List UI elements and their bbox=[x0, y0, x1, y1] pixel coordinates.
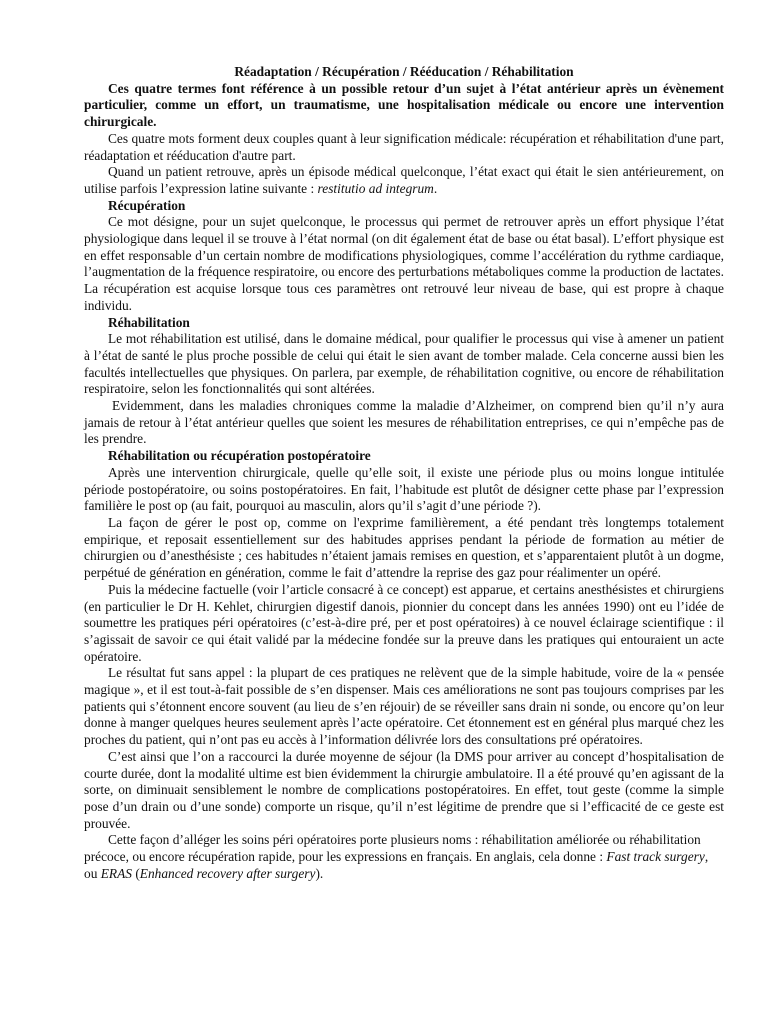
eras-full-term: Enhanced recovery after surgery bbox=[139, 865, 316, 881]
document-title: Réadaptation / Récupération / Rééducation / Réhabilitation bbox=[234, 64, 574, 79]
paragraph-result: Le résultat fut sans appel : la plupart de ces pratiques ne relèvent que de la simple habitude, voire de la « pensée magique », et il est tout-à-fait possible de s’en dispenser. Mais ces améliorations ne sont pas toujours comprises par les patients qui s’étonnent encore souvent (au lieu de s’en réjouir) de se réveiller sans drain ni sonde, ou encore qu’on leur donne à manger quelques heures seulement après l’acte opératoire. Cet étonnement est en général plus marqué chez les proches du patient, qui n’ont pas eu accès à l’information délivrée lors des consultations pré opératoires. bbox=[84, 665, 724, 748]
paragraph-recuperation: Ce mot désigne, pour un sujet quelconque, le processus qui permet de retrouver après un effort physique l’état physiologique dans lequel il se trouve à l’état normal (on dit également état de base ou état basal). L’effort physique est en effet responsable d’un certain nombre de modifications physiologiques, comme l’accélération du rythme cardiaque, l’augmentation de la fréquence respiratoire, ou encore des perturbations métaboliques comme la production de lactates. La récupération est acquise lorsque tous ces paramètres ont retrouvé leur niveau de base, qui est propre à chaque individu. bbox=[84, 214, 724, 313]
paragraph-evidence-based: Puis la médecine factuelle (voir l’article consacré à ce concept) est apparue, et certains anesthésistes et chirurgiens (en particulier le Dr H. Kehlet, chirurgien digestif danois, pionnier du concept dans les années 1990) ont eu l’idée de soumettre les pratiques péri opératoires (c’est-à-dire pré, per et post opératoires) à ce nouvel éclairage scientifique : il s’agissait de savoir ce qui était validé par la médecine fondée sur la preuve dans les pratiques qui entouraient un acte opératoire. bbox=[84, 581, 724, 664]
paragraph-eras-text: Cette façon d’alléger les soins péri opératoires porte plusieurs noms : réhabilitation améliorée ou réhabilitation précoce, ou encore récupération rapide, pour les expressions en français. En anglais, cela donne : bbox=[84, 832, 701, 865]
paragraph-postop-period: Après une intervention chirurgicale, quelle qu’elle soit, il existe une période plus ou moins longue intitulée période postopératoire, ou soins postopératoires. En fait, l’habitude est plutôt de désigner cette phase par l’expression familière le post op (au fait, pourquoi au masculin, alors qu’il s’agit d’une période ?). bbox=[84, 464, 724, 514]
paragraph-alzheimer: Evidemment, dans les maladies chroniques comme la maladie d’Alzheimer, on comprend bien qu’il n’y aura jamais de retour à l’état antérieur quelles que soient les mesures de réhabilitation entreprises, ce qui n’empêche pas de les prendre. bbox=[84, 398, 724, 447]
paragraph-restitutio-text: Quand un patient retrouve, après un épisode médical quelconque, l’état exact qui était le sien antérieurement, on utilise parfois l’expression latine suivante : bbox=[84, 164, 724, 196]
paragraph-restitutio bbox=[84, 164, 724, 197]
intro-paragraph: Ces quatre termes font référence à un possible retour d’un sujet à l’état antérieur après un évènement particulier, comme un effort, un traumatisme, une hospitalisation médicale ou encore une intervention chirurgicale. bbox=[84, 80, 724, 130]
paragraph-eras bbox=[84, 832, 724, 882]
fast-track-term: Fast track surgery bbox=[606, 849, 705, 865]
paragraph-eras-end: ). bbox=[315, 865, 324, 881]
latin-expression: restitutio ad integrum bbox=[317, 180, 434, 196]
heading-postop: Réhabilitation ou récupération postopératoire bbox=[108, 448, 371, 464]
paragraph-empirical: La façon de gérer le post op, comme on l'exprime familièrement, a été pendant très longtemps totalement empirique, et reposait essentiellement sur des habitudes apprises pendant la période de formation au métier de chirurgien ou d’anesthésiste ; ces habitudes n’étaient jamais remises en question, et s’apparentaient plutôt à un dogme, perpétué de génération en génération, comme le fait d’attendre la reprise des gaz pour réalimenter un opéré. bbox=[84, 514, 724, 581]
eras-term: ERAS bbox=[100, 865, 132, 881]
document-page bbox=[84, 64, 724, 882]
paragraph-rehabilitation: Le mot réhabilitation est utilisé, dans le domaine médical, pour qualifier le processus qui vise à amener un patient à l’état de santé le plus proche possible de celui qui était le sien avant de tomber malade. Cela concerne aussi bien les facultés intellectuelles que physiques. On parlera, par exemple, de réhabilitation cognitive, ou encore de réhabilitation respiratoire, selon les fonctionnalités qui sont altérées. bbox=[84, 331, 724, 397]
heading-rehabilitation: Réhabilitation bbox=[108, 314, 190, 330]
paragraph-eras-sep: , ou bbox=[84, 849, 709, 881]
paragraph-eras-paren: ( bbox=[131, 865, 140, 881]
paragraph-restitutio-end: . bbox=[433, 180, 438, 196]
paragraph-dms: C’est ainsi que l’on a raccourci la durée moyenne de séjour (la DMS pour arriver au concept d’hospitalisation de courte durée, dont la modalité ultime est bien évidemment la chirurgie ambulatoire. Il a été prouvé qu’en agissant de la sorte, on diminuait sensiblement le nombre de complications postopératoires. En effet, tout geste (comme la simple pose d’un drain ou d’une sonde) comporte un risque, qu’il n’est légitime de prendre que si l’efficacité de ce geste est prouvée. bbox=[84, 748, 724, 831]
heading-recuperation: Récupération bbox=[108, 197, 186, 213]
paragraph-couples: Ces quatre mots forment deux couples quant à leur signification médicale: récupération et réhabilitation d'une part, réadaptation et rééducation d'autre part. bbox=[84, 130, 724, 163]
